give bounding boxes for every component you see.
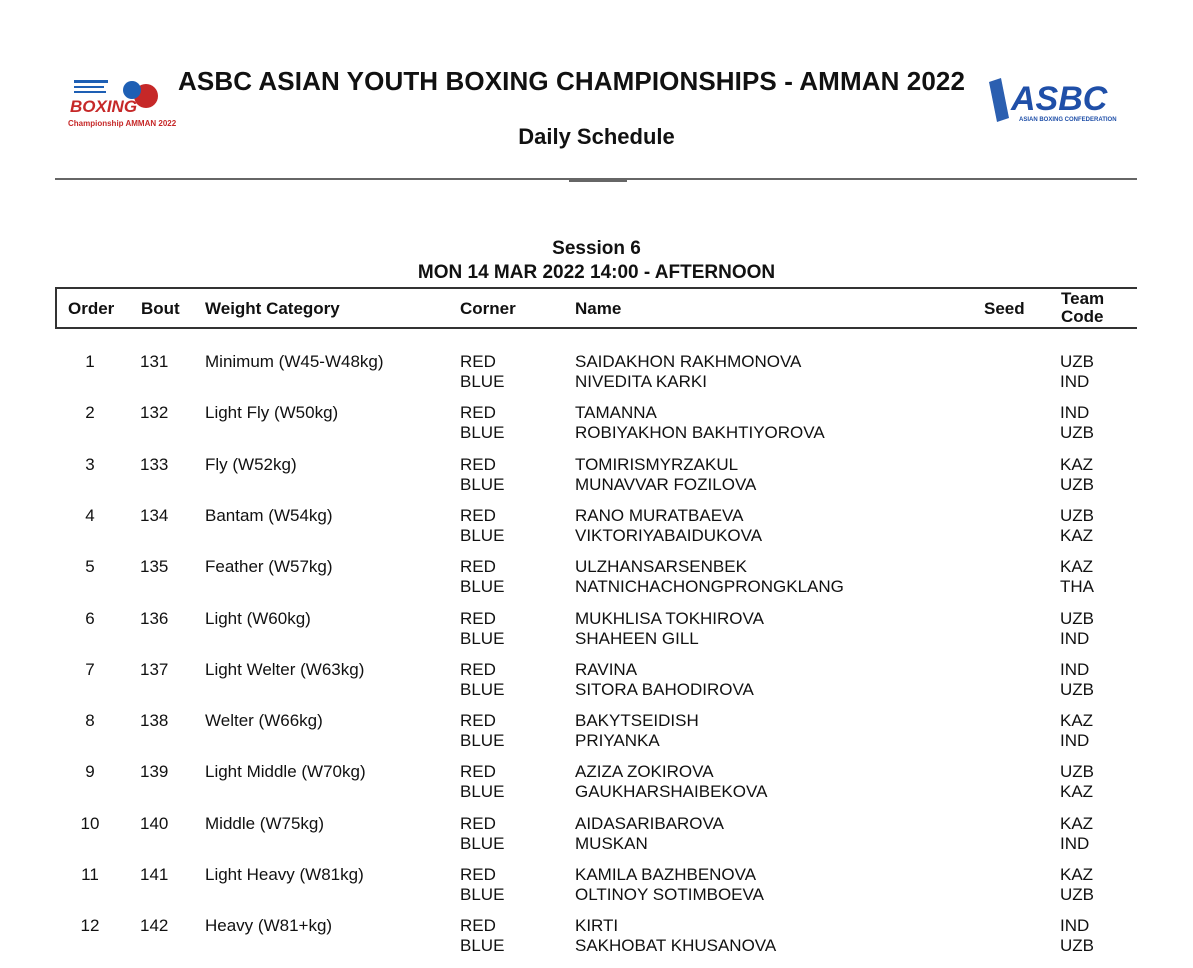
boxer-name-cell: ULZHANSARSENBEK xyxy=(575,557,747,577)
logo-asbc-text: ASBC xyxy=(1011,80,1108,118)
header-team-line1: Team xyxy=(1061,289,1105,308)
table-row xyxy=(55,711,1137,763)
weight-category-cell: Bantam (W54kg) xyxy=(205,505,333,525)
boxer-name-cell: SAKHOBAT KHUSANOVA xyxy=(575,936,777,956)
order-cell: 8 xyxy=(85,711,95,731)
corner-cell-blue: BLUE xyxy=(460,525,505,545)
boxer-name-cell: SAIDAKHON RAKHMONOVA xyxy=(575,352,802,371)
team-code-cell: UZB xyxy=(1060,885,1094,904)
corner-cell-red: RED xyxy=(460,865,496,884)
boxer-name-cell: RAVINA xyxy=(575,659,638,679)
boxer-name-cell: MUSKAN xyxy=(575,833,648,853)
team-code-cell: KAZ xyxy=(1060,525,1094,545)
table-row xyxy=(55,660,1137,712)
table-row xyxy=(55,762,1137,814)
bout-cell: 140 xyxy=(140,813,169,833)
corner-cell-red: RED xyxy=(460,403,496,423)
header-corner: Corner xyxy=(460,299,516,318)
header-weight: Weight Category xyxy=(205,299,340,318)
boxer-name-cell: GAUKHARSHAIBEKOVA xyxy=(575,782,768,802)
boxer-name-cell: NATNICHACHONGPRONGKLANG xyxy=(575,577,844,597)
team-code-cell: KAZ xyxy=(1060,711,1094,731)
bout-cell: 139 xyxy=(140,762,169,782)
order-cell: 10 xyxy=(80,813,100,833)
header-divider-accent xyxy=(569,180,627,182)
corner-cell-blue: BLUE xyxy=(460,577,505,597)
order-cell: 1 xyxy=(85,352,95,371)
header-order: Order xyxy=(68,299,115,318)
team-code-cell: IND xyxy=(1060,372,1090,391)
table-row xyxy=(55,557,1137,609)
team-code-cell: IND xyxy=(1060,403,1090,423)
boxer-name-cell: AIDASARIBAROVA xyxy=(575,813,724,833)
corner-cell-blue: BLUE xyxy=(460,628,505,648)
page-title: ASBC ASIAN YOUTH BOXING CHAMPIONSHIPS - AMMAN 2022 xyxy=(178,66,966,96)
corner-cell-red: RED xyxy=(460,608,496,628)
header-bout: Bout xyxy=(141,299,180,318)
header-team-code xyxy=(1061,290,1104,326)
bout-cell: 132 xyxy=(140,403,169,423)
boxer-name-cell: TOMIRISMYRZAKUL xyxy=(575,454,739,474)
boxer-name-cell: MUNAVVAR FOZILOVA xyxy=(575,474,757,494)
order-cell: 5 xyxy=(85,557,95,577)
boxer-name-cell: MUKHLISA TOKHIROVA xyxy=(575,608,764,628)
corner-cell-blue: BLUE xyxy=(460,423,505,443)
weight-category-cell: Fly (W52kg) xyxy=(205,454,297,474)
team-code-cell: IND xyxy=(1060,659,1090,679)
table-row xyxy=(55,506,1137,558)
order-cell: 9 xyxy=(85,762,95,782)
corner-cell-blue: BLUE xyxy=(460,936,505,956)
team-code-cell: UZB xyxy=(1060,762,1094,782)
team-code-cell: UZB xyxy=(1060,936,1094,956)
team-code-cell: KAZ xyxy=(1060,557,1094,577)
team-code-cell: IND xyxy=(1060,916,1090,936)
corner-cell-blue: BLUE xyxy=(460,782,505,802)
team-code-cell: KAZ xyxy=(1060,813,1094,833)
boxer-name-cell: ROBIYAKHON BAKHTIYOROVA xyxy=(575,423,825,443)
schedule-table xyxy=(55,287,1137,956)
table-row xyxy=(55,916,1137,968)
session-datetime: MON 14 MAR 2022 14:00 - AFTERNOON xyxy=(417,262,776,283)
weight-category-cell: Light Welter (W63kg) xyxy=(205,659,365,679)
bout-cell: 134 xyxy=(140,505,169,525)
logo-boxing-text: BOXING xyxy=(70,97,138,116)
weight-category-cell: Minimum (W45-W48kg) xyxy=(205,352,384,371)
boxer-name-cell: KAMILA BAZHBENOVA xyxy=(575,865,757,884)
corner-cell-blue: BLUE xyxy=(460,833,505,853)
bout-cell: 141 xyxy=(140,865,169,884)
order-cell: 4 xyxy=(85,505,95,525)
header-team-line2: Code xyxy=(1061,307,1104,326)
weight-category-cell: Feather (W57kg) xyxy=(205,557,333,577)
order-cell: 3 xyxy=(85,454,95,474)
table-row xyxy=(55,814,1137,866)
team-code-cell: THA xyxy=(1060,577,1094,597)
weight-category-cell: Light Fly (W50kg) xyxy=(205,403,339,423)
page-subtitle: Daily Schedule xyxy=(518,124,675,149)
table-row xyxy=(55,609,1137,661)
logo-asbc-subtext: ASIAN BOXING CONFEDERATION xyxy=(1019,117,1117,123)
order-cell: 7 xyxy=(85,659,95,679)
bout-cell: 133 xyxy=(140,454,169,474)
corner-cell-blue: BLUE xyxy=(460,372,505,391)
corner-cell-red: RED xyxy=(460,813,496,833)
team-code-cell: UZB xyxy=(1060,679,1094,699)
team-code-cell: UZB xyxy=(1060,423,1094,443)
corner-cell-blue: BLUE xyxy=(460,474,505,494)
corner-cell-blue: BLUE xyxy=(460,731,505,751)
order-cell: 12 xyxy=(80,916,100,936)
bout-cell: 142 xyxy=(140,916,169,936)
boxer-name-cell: VIKTORIYABAIDUKOVA xyxy=(575,525,763,545)
corner-cell-red: RED xyxy=(460,557,496,577)
team-code-cell: UZB xyxy=(1060,608,1094,628)
table-header xyxy=(55,287,1137,329)
weight-category-cell: Heavy (W81+kg) xyxy=(205,916,333,936)
boxer-name-cell: RANO MURATBAEVA xyxy=(575,505,744,525)
team-code-cell: UZB xyxy=(1060,352,1094,371)
team-code-cell: KAZ xyxy=(1060,454,1094,474)
team-code-cell: KAZ xyxy=(1060,865,1094,884)
weight-category-cell: Welter (W66kg) xyxy=(205,711,323,731)
corner-cell-red: RED xyxy=(460,454,496,474)
corner-cell-red: RED xyxy=(460,916,496,936)
weight-category-cell: Light Heavy (W81kg) xyxy=(205,865,364,884)
team-code-cell: UZB xyxy=(1060,474,1094,494)
corner-cell-red: RED xyxy=(460,352,496,371)
weight-category-cell: Light Middle (W70kg) xyxy=(205,762,366,782)
order-cell: 6 xyxy=(85,608,95,628)
boxer-name-cell: SHAHEEN GILL xyxy=(575,628,699,648)
team-code-cell: IND xyxy=(1060,833,1090,853)
boxer-name-cell: BAKYTSEIDISH xyxy=(575,711,699,731)
corner-cell-red: RED xyxy=(460,762,496,782)
logo-championship-text: Championship AMMAN 2022 xyxy=(68,119,177,128)
table-row xyxy=(55,352,1137,404)
team-code-cell: KAZ xyxy=(1060,782,1094,802)
weight-category-cell: Middle (W75kg) xyxy=(205,813,325,833)
table-row xyxy=(55,403,1137,455)
boxer-name-cell: NIVEDITA KARKI xyxy=(575,372,707,391)
corner-cell-red: RED xyxy=(460,505,496,525)
boxer-name-cell: OLTINOY SOTIMBOEVA xyxy=(575,885,764,904)
boxer-name-cell: SITORA BAHODIROVA xyxy=(575,679,754,699)
boxer-name-cell: KIRTI xyxy=(575,916,619,936)
bout-cell: 136 xyxy=(140,608,169,628)
bout-cell: 138 xyxy=(140,711,169,731)
team-code-cell: IND xyxy=(1060,628,1090,648)
boxer-name-cell: AZIZA ZOKIROVA xyxy=(575,762,714,782)
team-code-cell: IND xyxy=(1060,731,1090,751)
corner-cell-red: RED xyxy=(460,659,496,679)
bout-cell: 131 xyxy=(140,352,169,371)
session-label: Session 6 xyxy=(552,238,641,259)
order-cell: 2 xyxy=(85,403,95,423)
order-cell: 11 xyxy=(81,865,99,884)
bout-cell: 137 xyxy=(140,659,169,679)
weight-category-cell: Light (W60kg) xyxy=(205,608,311,628)
corner-cell-blue: BLUE xyxy=(460,885,505,904)
header-name: Name xyxy=(575,299,622,318)
header-seed: Seed xyxy=(984,299,1025,318)
corner-cell-red: RED xyxy=(460,711,496,731)
boxer-name-cell: PRIYANKA xyxy=(575,731,660,751)
boxer-name-cell: TAMANNA xyxy=(575,403,657,423)
team-code-cell: UZB xyxy=(1060,505,1094,525)
corner-cell-blue: BLUE xyxy=(460,679,505,699)
table-row xyxy=(55,455,1137,507)
bout-cell: 135 xyxy=(140,557,169,577)
table-row xyxy=(55,865,1137,917)
